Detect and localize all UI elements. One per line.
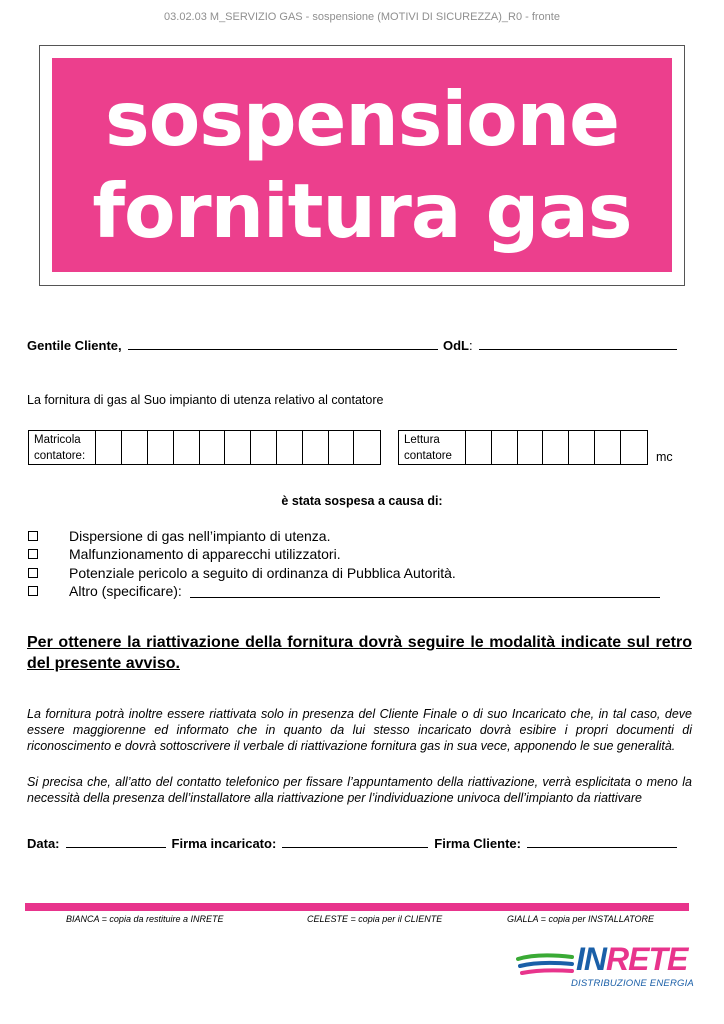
reactivation-heading: Per ottenere la riattivazione della fornitura dovrà seguire le modalità indicate sul retro del presente avviso. [27, 634, 692, 672]
reading-digit-cell[interactable] [543, 431, 569, 464]
customer-signature-line[interactable] [527, 836, 677, 848]
meter-serial-label [29, 431, 96, 464]
serial-digit-cell[interactable] [148, 431, 174, 464]
option-label: Dispersione di gas nell’impianto di utenza. [69, 528, 331, 544]
meter-serial-box [28, 430, 381, 465]
banner-title-line2: fornitura gas [92, 167, 632, 255]
checkbox[interactable] [28, 568, 38, 578]
document-code: 03.02.03 M_SERVIZIO GAS - sospensione (MOTIVI DI SICUREZZA)_R0 - fronte [164, 11, 560, 23]
serial-digit-cell[interactable] [277, 431, 303, 464]
date-line[interactable] [66, 836, 166, 848]
option-appliance-malfunction[interactable] [27, 546, 341, 562]
reactivation-paragraph-1: La fornitura potrà inoltre essere riattivata solo in presenza del Cliente Finale o di suo Incaricato che, in tal caso, deve essere maggiorenne ed informato che in quanto da lui stesso incaricato dovrà esibire i propri documenti di riconoscimento e dovrà sottoscrivere il verbale di riattivazione fornitura gas in sua vece, apponendo le sue generalità. [27, 707, 692, 753]
banner-title-line1: sospensione [105, 75, 619, 163]
meter-serial-label-line2: contatore: [34, 450, 86, 462]
meter-unit: mc [656, 450, 673, 464]
serial-digit-cell[interactable] [354, 431, 380, 464]
option-label: Malfunzionamento di apparecchi utilizzatori. [69, 546, 341, 562]
copy-note-white: BIANCA = copia da restituire a INRETE [66, 914, 224, 924]
logo-stripes-icon [516, 950, 576, 980]
option-other[interactable] [27, 583, 660, 599]
reading-digit-cell[interactable] [595, 431, 621, 464]
serial-digit-cell[interactable] [225, 431, 251, 464]
odl-colon: : [469, 338, 473, 353]
footer-bar [25, 903, 689, 911]
odl-field [443, 338, 677, 353]
banner-frame [39, 45, 685, 286]
checkbox[interactable] [28, 531, 38, 541]
other-specify-line[interactable] [190, 584, 660, 598]
customer-field [27, 338, 438, 353]
signature-row [27, 836, 683, 851]
meter-reading-label [399, 431, 466, 464]
checkbox[interactable] [28, 549, 38, 559]
odl-label: OdL [443, 338, 469, 353]
inrete-logo [514, 940, 694, 990]
logo-wordmark-rete: RETE [606, 941, 688, 977]
serial-digit-cell[interactable] [122, 431, 148, 464]
checkbox[interactable] [28, 586, 38, 596]
serial-digit-cell[interactable] [329, 431, 355, 464]
cause-label: è stata sospesa a causa di: [281, 494, 443, 508]
agent-signature-label: Firma incaricato: [171, 836, 277, 851]
customer-label: Gentile Cliente, [27, 338, 122, 353]
copy-note-yellow: GIALLA = copia per INSTALLATORE [507, 914, 654, 924]
agent-signature-line[interactable] [282, 836, 428, 848]
reactivation-paragraph-2: Si precisa che, all’atto del contatto telefonico per fissare l’appuntamento della riattivazione, verrà esplicitata o meno la necessità della presenza dell’installatore alla riattivazione per l’individuazione univoca dell’impianto da riattivare [27, 775, 692, 805]
intro-text: La fornitura di gas al Suo impianto di utenza relativo al contatore [27, 393, 384, 407]
customer-name-line[interactable] [128, 338, 438, 350]
serial-digit-cell[interactable] [96, 431, 122, 464]
suspension-banner [52, 58, 672, 272]
serial-digit-cell[interactable] [251, 431, 277, 464]
option-label: Potenziale pericolo a seguito di ordinanza di Pubblica Autorità. [69, 565, 456, 581]
meter-reading-box [398, 430, 648, 465]
serial-digit-cell[interactable] [303, 431, 329, 464]
logo-tagline: DISTRIBUZIONE ENERGIA [571, 978, 694, 989]
customer-signature-label: Firma Cliente: [434, 836, 521, 851]
reading-digit-cell[interactable] [492, 431, 518, 464]
copy-note-blue: CELESTE = copia per il CLIENTE [307, 914, 443, 924]
date-label: Data: [27, 836, 60, 851]
reading-digit-cell[interactable] [518, 431, 544, 464]
option-public-authority[interactable] [27, 565, 456, 581]
meter-reading-label-line1: Lettura [404, 434, 440, 446]
meter-serial-label-line1: Matricola [34, 434, 81, 446]
serial-digit-cell[interactable] [174, 431, 200, 464]
option-gas-leak[interactable] [27, 528, 330, 544]
reading-digit-cell[interactable] [569, 431, 595, 464]
meter-reading-label-line2: contatore [404, 450, 452, 462]
option-label: Altro (specificare): [69, 583, 182, 599]
odl-number-line[interactable] [479, 338, 677, 350]
reading-digit-cell[interactable] [466, 431, 492, 464]
serial-digit-cell[interactable] [200, 431, 226, 464]
logo-wordmark [576, 942, 687, 976]
logo-wordmark-in: IN [576, 941, 606, 977]
reading-digit-cell[interactable] [621, 431, 647, 464]
